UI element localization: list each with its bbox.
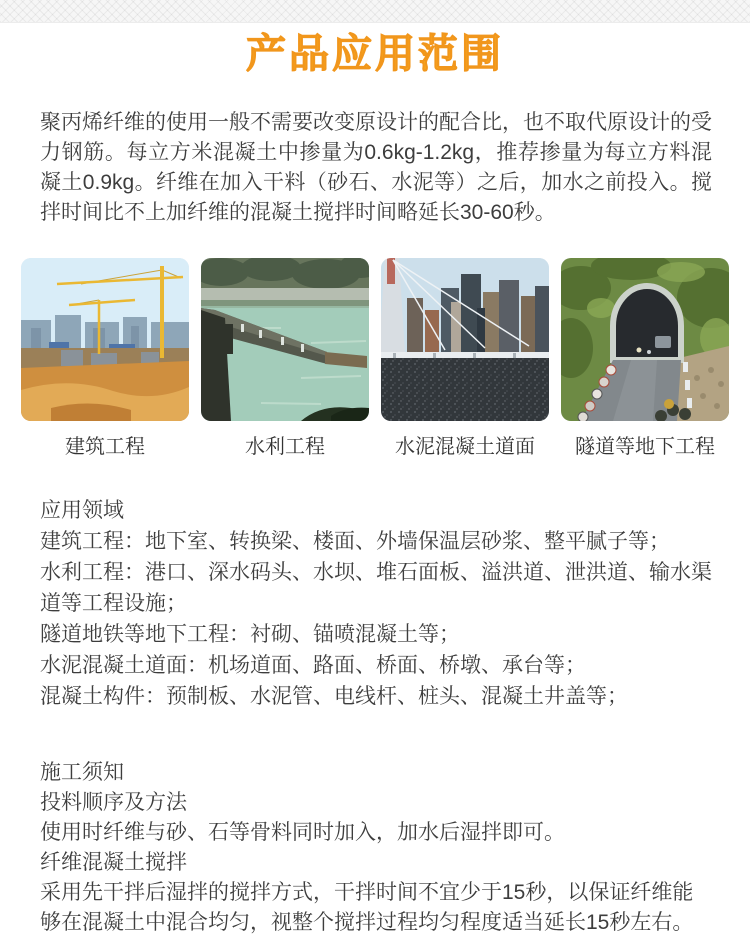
gallery-item-road — [381, 258, 549, 459]
application-fields-section — [40, 495, 712, 712]
construction-site-illustration — [21, 258, 189, 421]
application-gallery — [0, 258, 750, 459]
note-mixing-heading: 纤维混凝土搅拌 — [40, 851, 187, 874]
gallery-caption-road: 水泥混凝土道面 — [395, 436, 535, 458]
application-item-building: 建筑工程：地下室、转换梁、楼面、外墙保温层砂浆、整平腻子等； — [40, 530, 670, 553]
concrete-road-illustration — [381, 258, 549, 421]
gallery-item-dam — [201, 258, 369, 459]
construction-site-photo — [21, 258, 189, 421]
note-mixing-text: 采用先干拌后湿拌的搅拌方式，干拌时间不宜少于15秒，以保证纤维能够在混凝土中混合均匀，视整个搅拌过程均匀程度适当延长15秒左右。 — [40, 881, 694, 934]
intro-paragraph: 聚丙烯纤维的使用一般不需要改变原设计的配合比，也不取代原设计的受力钢筋。每立方米混凝土中掺量为0.6kg-1.2kg，推荐掺量为每立方料混凝土0.9kg。纤维在加入干料（砂石、水泥等）之后，加水之前投入。搅拌时间比不上加纤维的混凝土搅拌时间略延长30-60秒。 — [40, 111, 712, 224]
note-feeding-order-heading: 投料顺序及方法 — [40, 791, 187, 814]
application-item-components: 混凝土构件：预制板、水泥管、电线杆、桩头、混凝土井盖等； — [40, 685, 628, 708]
tunnel-photo — [561, 258, 729, 421]
concrete-road-photo — [381, 258, 549, 421]
application-item-tunnel: 隧道地铁等地下工程：衬砌、锚喷混凝土等； — [40, 623, 460, 646]
gallery-item-construction — [21, 258, 189, 459]
construction-notes-heading: 施工须知 — [40, 761, 124, 784]
gallery-item-tunnel — [561, 258, 729, 459]
construction-notes-section — [40, 758, 712, 938]
application-item-water: 水利工程：港口、深水码头、水坝、堆石面板、溢洪道、泄洪道、输水渠道等工程设施； — [40, 561, 712, 615]
note-feeding-order-text: 使用时纤维与砂、石等骨料同时加入，加水后湿拌即可。 — [40, 821, 565, 844]
gallery-caption-tunnel: 隧道等地下工程 — [575, 436, 715, 458]
gallery-caption-construction: 建筑工程 — [65, 436, 145, 458]
page-title: 产品应用范围 — [246, 32, 504, 76]
application-fields-heading: 应用领域 — [40, 499, 124, 522]
gallery-caption-dam: 水利工程 — [245, 436, 325, 458]
dam-illustration — [201, 258, 369, 421]
dam-photo — [201, 258, 369, 421]
top-decorative-band — [0, 0, 750, 23]
tunnel-illustration — [561, 258, 729, 421]
application-item-pavement: 水泥混凝土道面：机场道面、路面、桥面、桥墩、承台等； — [40, 654, 586, 677]
